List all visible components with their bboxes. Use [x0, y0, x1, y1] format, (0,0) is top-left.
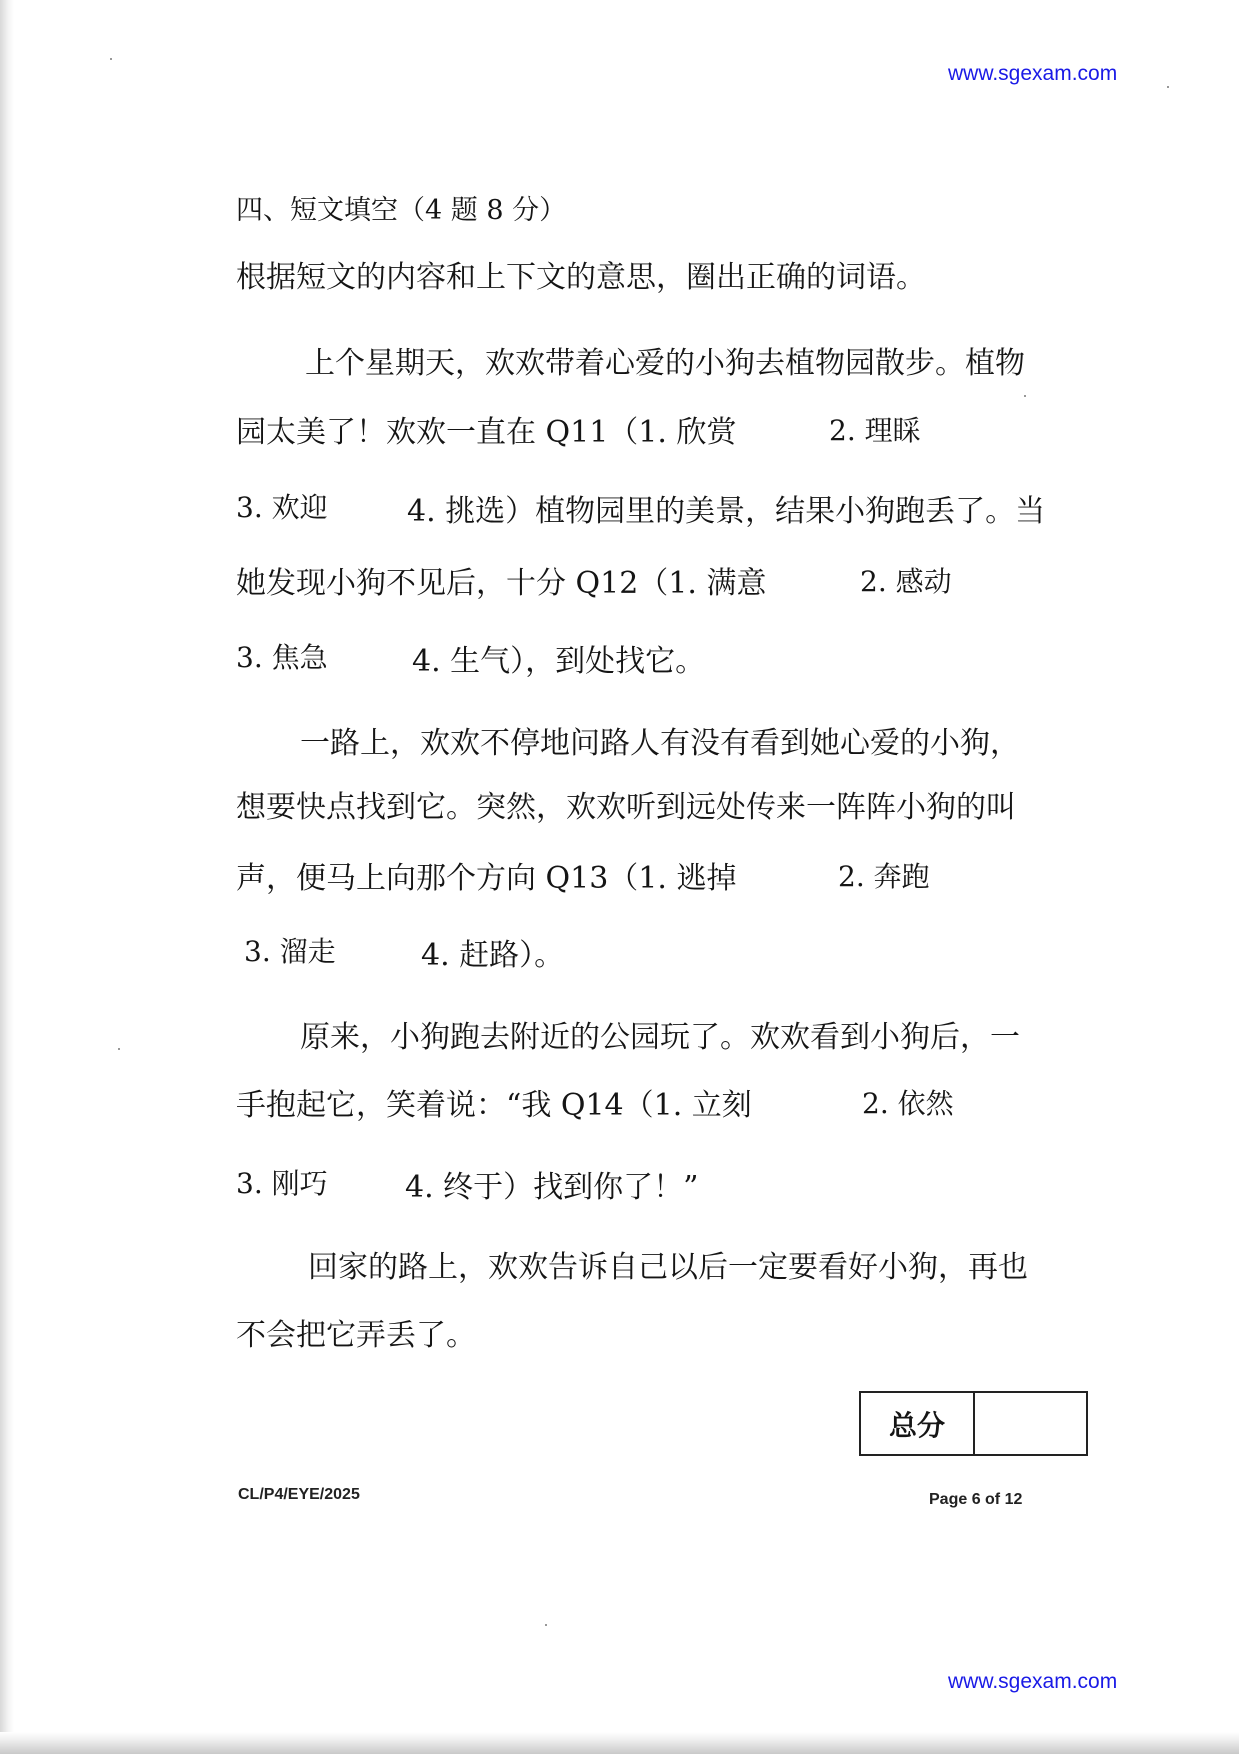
scan-edge-shadow: [0, 0, 14, 1754]
q11-option-2[interactable]: 2. 理睬: [829, 414, 921, 447]
passage-p4-line2: 不会把它弄丢了。: [236, 1318, 476, 1353]
passage-p3-line3: 4. 终于）找到你了！”: [405, 1170, 699, 1205]
section-title: 四、短文填空（4 题 8 分）: [236, 195, 567, 226]
q14-option-3[interactable]: 3. 刚巧: [236, 1167, 328, 1200]
total-score-field[interactable]: [975, 1393, 1086, 1454]
passage-p1-line1: 上个星期天，欢欢带着心爱的小狗去植物园散步。植物: [305, 346, 1025, 381]
passage-p2-line4: 4. 赶路）。: [421, 938, 565, 973]
scan-speck: [1167, 86, 1169, 88]
q13-option-2[interactable]: 2. 奔跑: [838, 860, 930, 893]
scan-speck: [110, 58, 112, 60]
scan-speck: [545, 1624, 547, 1626]
q12-option-2[interactable]: 2. 感动: [860, 565, 952, 598]
passage-p4-line1: 回家的路上，欢欢告诉自己以后一定要看好小狗，再也: [308, 1250, 1028, 1285]
passage-p1-line5: 4. 生气），到处找它。: [412, 644, 706, 679]
passage-p2-line2: 想要快点找到它。突然，欢欢听到远处传来一阵阵小狗的叫: [236, 790, 1016, 825]
q12-option-3[interactable]: 3. 焦急: [236, 641, 328, 674]
section-instruction: 根据短文的内容和上下文的意思，圈出正确的词语。: [236, 260, 926, 295]
total-score-box: [859, 1391, 1088, 1456]
q13-option-3[interactable]: 3. 溜走: [244, 935, 336, 968]
scan-speck: [118, 1048, 120, 1050]
passage-p2-line1: 一路上，欢欢不停地问路人有没有看到她心爱的小狗，: [300, 726, 1020, 761]
q14-option-2[interactable]: 2. 依然: [862, 1087, 954, 1120]
scan-speck: [1024, 395, 1026, 397]
passage-p3-line1: 原来，小狗跑去附近的公园玩了。欢欢看到小狗后，一: [300, 1020, 1020, 1055]
q11-option-3[interactable]: 3. 欢迎: [236, 491, 328, 524]
website-link-top[interactable]: www.sgexam.com: [948, 62, 1118, 85]
passage-p1-line3: 4. 挑选）植物园里的美景，结果小狗跑丢了。当: [407, 494, 1046, 529]
paper-code: CL/P4/EYE/2025: [238, 1486, 360, 1503]
passage-p3-line2: 手抱起它，笑着说：“我 Q14（1. 立刻: [236, 1088, 752, 1123]
website-link-bottom[interactable]: www.sgexam.com: [948, 1670, 1118, 1693]
passage-p1-line4: 她发现小狗不见后，十分 Q12（1. 满意: [236, 566, 767, 601]
total-score-label: 总分: [861, 1393, 975, 1454]
passage-p2-line3: 声，便马上向那个方向 Q13（1. 逃掉: [236, 861, 737, 896]
scan-bottom-shadow: [0, 1732, 1239, 1754]
page-number: Page 6 of 12: [929, 1491, 1023, 1508]
passage-p1-line2: 园太美了！欢欢一直在 Q11（1. 欣赏: [236, 415, 737, 450]
